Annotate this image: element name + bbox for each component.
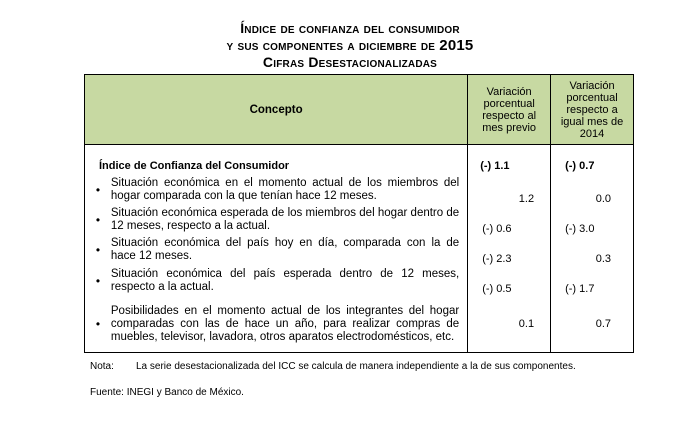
title-year: 2015 [439, 37, 474, 54]
table-row [85, 175, 634, 205]
row-text: Situación económica del país esperada dentro de 12 meses, respecto a la actual. [110, 267, 460, 293]
source-text: Fuente: INEGI y Banco de México. [90, 387, 244, 398]
row-col1: (-) 0.5 [468, 265, 551, 297]
row-text: Situación económica esperada de los miembros del hogar dentro de 12 meses, respecto a la actual. [110, 206, 460, 232]
row-text: Posibilidades en el momento actual de los integrantes del hogar comparadas con las de hace un año, para realizar compras de muebles, televisor, lavadora, otros aparatos electrodomésticos, etc. [111, 297, 468, 353]
note-text: La serie desestacionalizada del ICC se calcula de manera independiente a la de sus componentes. [136, 361, 576, 372]
table-row [85, 265, 634, 297]
title-line-3: Cifras Desestacionalizadas [262, 54, 438, 70]
title-line-1: Índice de confianza del consumidor [240, 20, 460, 36]
table-header-row [85, 75, 634, 145]
table-note [90, 361, 610, 373]
note-label: Nota: [90, 361, 114, 372]
bullet: • [85, 297, 111, 353]
row-text: Situación económica del país hoy en día, comparada con la de hace 12 meses. [110, 236, 460, 262]
bullet: • [85, 265, 111, 297]
header-col1: Variación porcentual respecto al mes previo [468, 75, 551, 145]
header-concept: Concepto [85, 75, 468, 145]
row-col2: (-) 3.0 [551, 205, 634, 235]
table-row [85, 297, 634, 353]
title-line-2 [0, 37, 700, 54]
header-col2: Variación porcentual respecto a igual mes de 2014 [551, 75, 634, 145]
row-text: Situación económica en el momento actual de los miembros del hogar comparada con la que tenían hace 12 meses. [110, 176, 460, 202]
table-row [85, 235, 634, 265]
row-col2: 0.7 [551, 297, 634, 353]
bullet: • [85, 205, 111, 235]
row-col2: (-) 1.7 [551, 265, 634, 297]
index-col1: (-) 1.1 [468, 157, 551, 175]
index-label: Índice de Confianza del Consumidor [85, 157, 468, 175]
table-row [85, 205, 634, 235]
bullet: • [85, 235, 111, 265]
index-col2: (-) 0.7 [551, 157, 634, 175]
row-col1: 0.1 [468, 297, 551, 353]
row-col1: (-) 0.6 [468, 205, 551, 235]
index-row [85, 157, 634, 175]
data-table [84, 74, 634, 353]
bullet: • [85, 175, 111, 205]
row-col2: 0.0 [551, 175, 634, 205]
row-col1: (-) 2.3 [468, 235, 551, 265]
row-col2: 0.3 [551, 235, 634, 265]
title-line-2-text: y sus componentes a diciembre de [226, 37, 436, 53]
row-col1: 1.2 [468, 175, 551, 205]
